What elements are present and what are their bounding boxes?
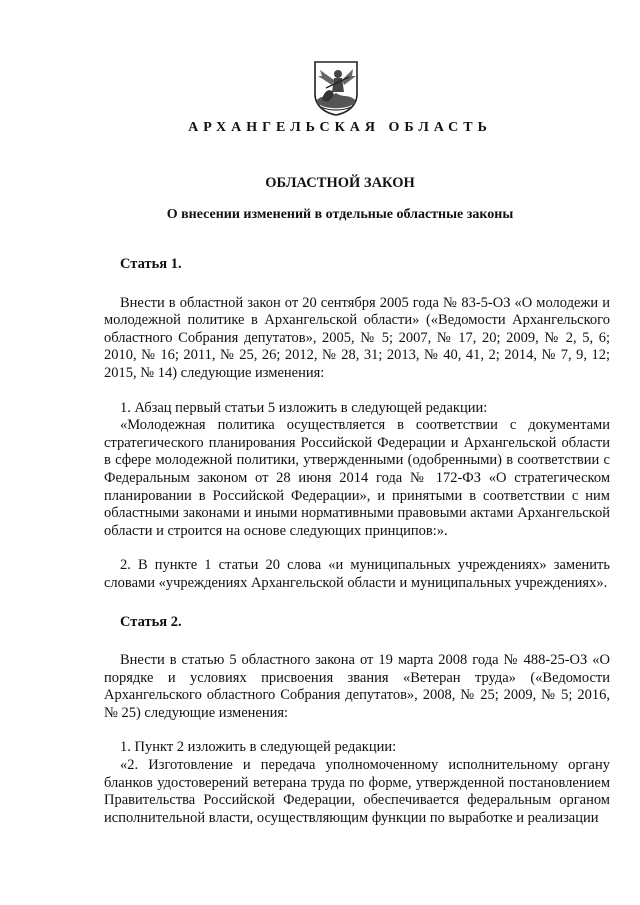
paragraph: «2. Изготовление и передача уполномоченному исполнительному органу бланков удостоверений ветерана труда по форме, утвержденной постановлением Правительства Российской Федерации, обеспечивается федеральным органом исполнительной власти, осуществляющим функции по выработке и реализации — [104, 757, 610, 826]
region-name: АРХАНГЕЛЬСКАЯ ОБЛАСТЬ — [188, 120, 492, 135]
document-type: ОБЛАСТНОЙ ЗАКОН — [265, 175, 415, 191]
article-heading: Статья 1. — [120, 256, 182, 272]
article-heading: Статья 2. — [120, 613, 182, 630]
law-body — [104, 256, 610, 827]
document-title: О внесении изменений в отдельные областные законы — [166, 207, 514, 222]
coat-of-arms-icon — [313, 60, 359, 116]
paragraph: Внести в областной закон от 20 сентября 2005 года № 83-5-ОЗ «О молодежи и молодежной политике в Архангельской области» («Ведомости Архангельского областного Собрания депутатов», 2005, № 5; 2007, № 17, 20; 2009, № 2, 5, 6; 2010, № 16; 2011, № 25, 26; 2012, № 28, 31; 2013, № 40, 41, 2; 2014, № 7, 9, 12; 2015, № 14) следующие изменения: — [104, 294, 610, 381]
paragraph: 2. В пункте 1 статьи 20 слова «и муниципальных учреждениях» заменить словами «учреждениях Архангельской области и муниципальных учреждениях». — [104, 557, 610, 591]
paragraph: 1. Абзац первый статьи 5 изложить в следующей редакции: — [120, 399, 488, 416]
paragraph: Внести в статью 5 областного закона от 19 марта 2008 года № 488-25-ОЗ «О порядке и условиях присвоения звания «Ветеран труда» («Ведомости Архангельского областного Собрания депутатов», 2008, № 25; 2009, № 5; 2016, № 25) следующие изменения: — [104, 652, 610, 721]
paragraph: 1. Пункт 2 изложить в следующей редакции: — [120, 739, 397, 756]
paragraph: «Молодежная политика осуществляется в соответствии с документами стратегического планирования Российской Федерации и Архангельской области в сфере молодежной политики, утвержденными (одобренными) в соответствии с Федеральным законом от 28 июня 2014 года № 172-ФЗ «О стратегическом планировании в Российской Федерации», и принятыми в соответствии с ним областными законами и иными нормативными правовыми актами Архангельской области и строится на основе следующих принципов:». — [104, 417, 610, 539]
